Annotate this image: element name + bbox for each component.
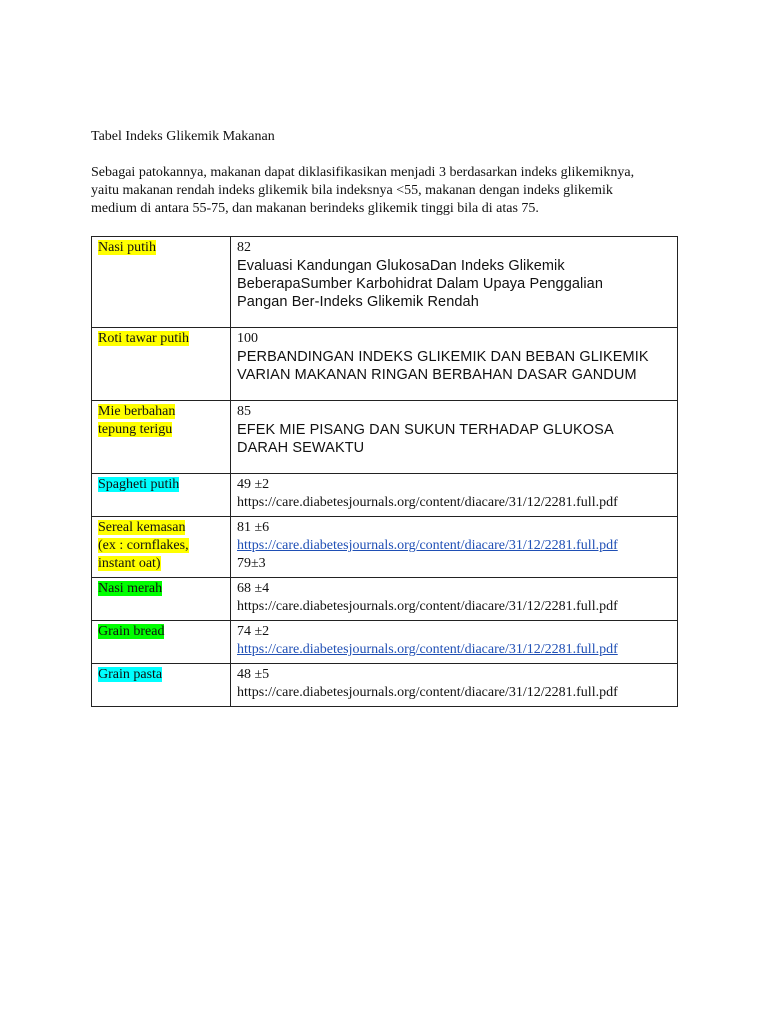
table-row	[92, 578, 678, 621]
food-name: tepung terigu	[98, 422, 173, 437]
food-name: Mie berbahan	[98, 404, 176, 419]
reference-link[interactable]: https://care.diabetesjournals.org/content/diacare/31/12/2281.full.pdf	[237, 538, 618, 553]
food-name: Spagheti putih	[98, 477, 180, 492]
value-cell	[231, 328, 678, 401]
glycemic-index-table	[91, 236, 678, 707]
food-cell	[92, 664, 231, 707]
food-cell	[92, 578, 231, 621]
food-name: Grain pasta	[98, 667, 163, 682]
food-cell	[92, 401, 231, 474]
food-name: Roti tawar putih	[98, 331, 189, 346]
food-name: (ex : cornflakes,	[98, 538, 189, 553]
food-cell	[92, 237, 231, 328]
reference-line: Pangan Ber-Indeks Glikemik Rendah	[237, 294, 479, 310]
intro-paragraph	[91, 164, 691, 218]
food-name: Nasi putih	[98, 240, 156, 255]
gi-value: 49 ±2	[237, 477, 270, 492]
gi-value: 100	[237, 331, 258, 346]
food-cell	[92, 517, 231, 578]
value-cell	[231, 401, 678, 474]
value-cell	[231, 578, 678, 621]
food-name: Grain bread	[98, 624, 165, 639]
reference-line: PERBANDINGAN INDEKS GLIKEMIK DAN BEBAN GLIKEMIK	[237, 349, 649, 365]
food-cell	[92, 328, 231, 401]
page-title: Tabel Indeks Glikemik Makanan	[91, 129, 275, 144]
value-cell	[231, 664, 678, 707]
reference-line: BeberapaSumber Karbohidrat Dalam Upaya Penggalian	[237, 276, 604, 292]
food-name: Sereal kemasan	[98, 520, 186, 535]
value-cell	[231, 621, 678, 664]
reference-url: https://care.diabetesjournals.org/content/diacare/31/12/2281.full.pdf	[237, 495, 618, 510]
gi-value: 81 ±6	[237, 520, 270, 535]
reference-url: https://care.diabetesjournals.org/content/diacare/31/12/2281.full.pdf	[237, 685, 618, 700]
gi-value: 68 ±4	[237, 581, 270, 596]
food-cell	[92, 474, 231, 517]
food-name: Nasi merah	[98, 581, 163, 596]
gi-value: 82	[237, 240, 251, 255]
table-row	[92, 328, 678, 401]
reference-title	[237, 421, 671, 457]
reference-line: DARAH SEWAKTU	[237, 440, 365, 456]
intro-line: medium di antara 55-75, dan makanan berindeks glikemik tinggi bila di atas 75.	[91, 201, 539, 216]
gi-value-alt: 79±3	[237, 556, 266, 571]
table-row	[92, 517, 678, 578]
gi-value: 85	[237, 404, 251, 419]
value-cell	[231, 474, 678, 517]
reference-line: Evaluasi Kandungan GlukosaDan Indeks Glikemik	[237, 258, 565, 274]
reference-title	[237, 348, 671, 384]
reference-title	[237, 257, 671, 311]
table-row	[92, 474, 678, 517]
reference-link[interactable]: https://care.diabetesjournals.org/content/diacare/31/12/2281.full.pdf	[237, 642, 618, 657]
table-row	[92, 664, 678, 707]
food-name: instant oat)	[98, 556, 161, 571]
intro-line: yaitu makanan rendah indeks glikemik bila indeksnya <55, makanan dengan indeks glikemik	[91, 183, 613, 198]
value-cell	[231, 237, 678, 328]
table-row	[92, 237, 678, 328]
gi-value: 74 ±2	[237, 624, 270, 639]
intro-line: Sebagai patokannya, makanan dapat diklasifikasikan menjadi 3 berdasarkan indeks glikemiknya,	[91, 165, 635, 180]
table-row	[92, 621, 678, 664]
reference-line: VARIAN MAKANAN RINGAN BERBAHAN DASAR GANDUM	[237, 367, 637, 383]
table-row	[92, 401, 678, 474]
value-cell	[231, 517, 678, 578]
gi-value: 48 ±5	[237, 667, 270, 682]
food-cell	[92, 621, 231, 664]
reference-line: EFEK MIE PISANG DAN SUKUN TERHADAP GLUKOSA	[237, 422, 614, 438]
reference-url: https://care.diabetesjournals.org/content/diacare/31/12/2281.full.pdf	[237, 599, 618, 614]
